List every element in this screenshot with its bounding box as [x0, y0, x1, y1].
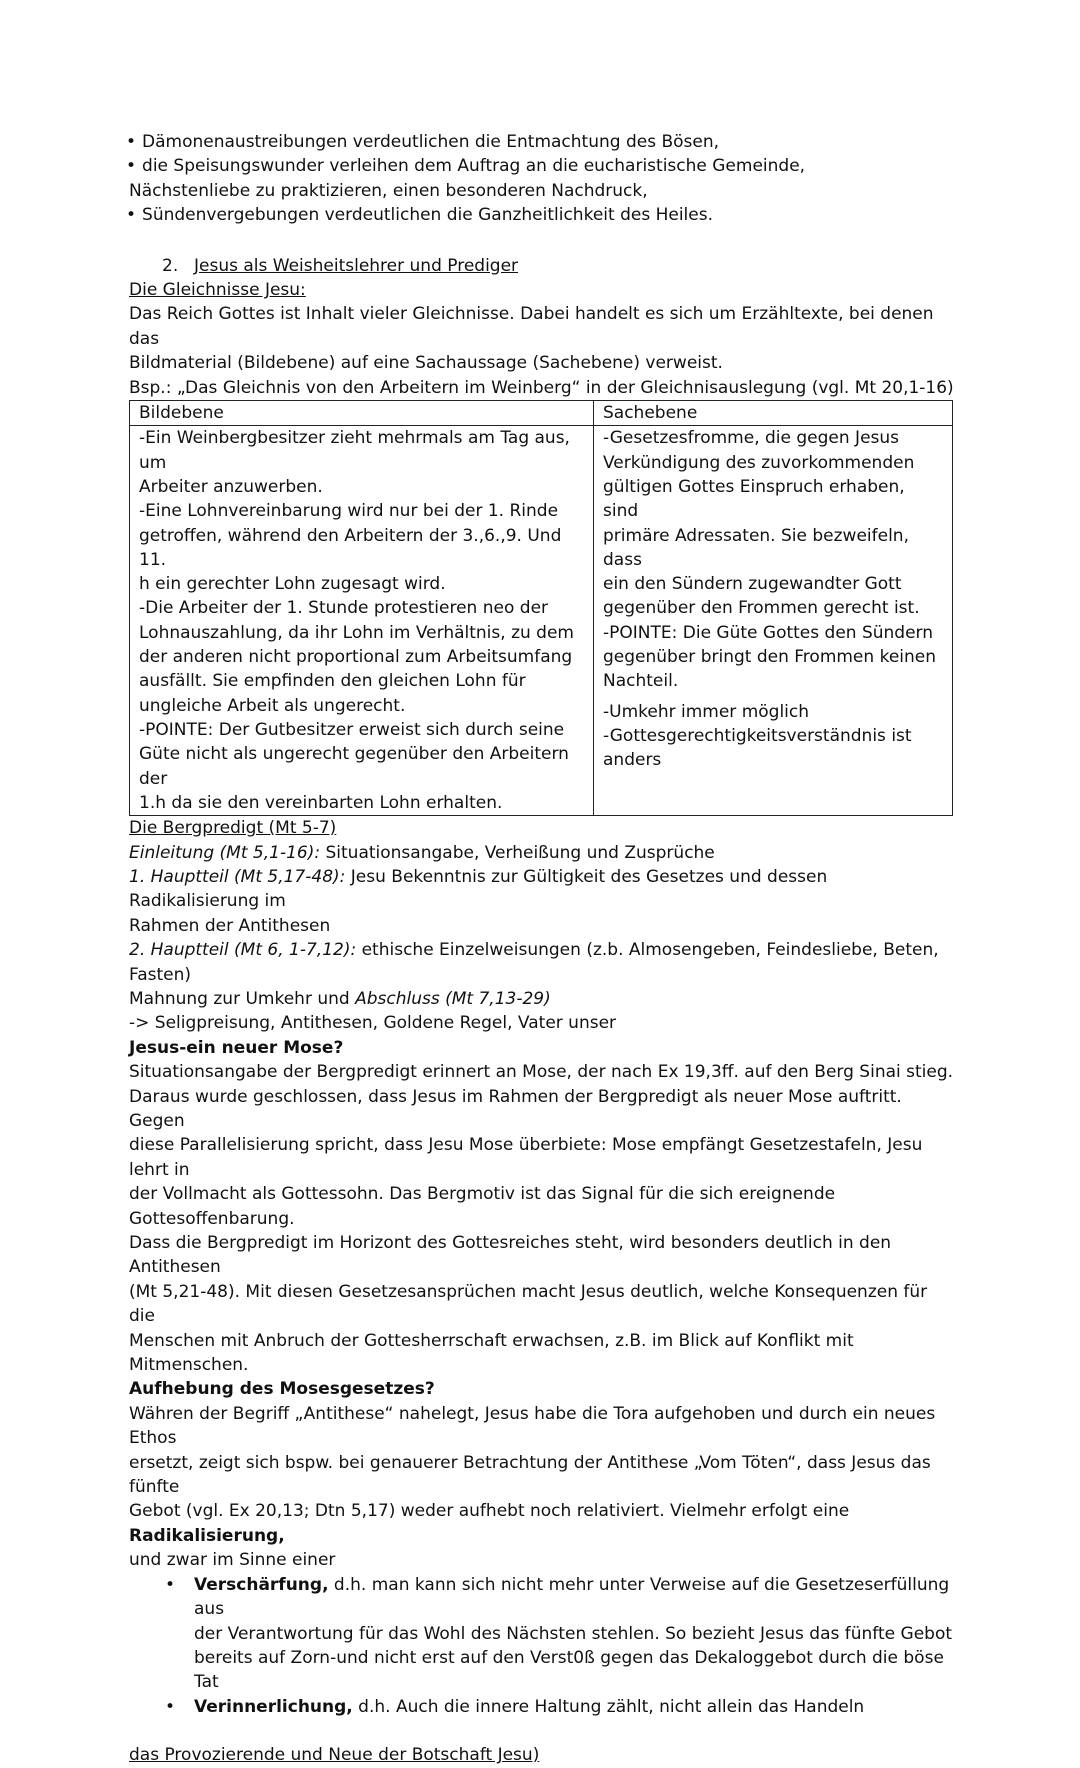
subheading-neuer-mose: Jesus-ein neuer Mose? [129, 1037, 344, 1058]
cell-line: der anderen nicht proportional zum Arbeitsumfang [139, 647, 573, 668]
section-number: 2. [162, 255, 179, 276]
bold-term: Radikalisierung, [129, 1525, 285, 1546]
list-item [129, 1573, 955, 1695]
cell-line: gültigen Gottes Einspruch erhaben, sind [603, 476, 905, 522]
cell-line: -Eine Lohnvereinbarung wird nur bei der 1. Rinde [139, 501, 559, 522]
cell-line: Verkündigung des zuvorkommenden [603, 452, 915, 473]
subheading-aufhebung: Aufhebung des Mosesgesetzes? [129, 1379, 435, 1400]
paragraph-line: Rahmen der Antithesen [129, 915, 331, 936]
line-text: bereits auf Zorn-und nicht erst auf den Verst0ß gegen das Dekaloggebot durch die böse Tat [194, 1647, 944, 1693]
document-page [129, 130, 955, 1768]
paragraph-line: (Mt 5,21-48). Mit diesen Gesetzesansprüchen macht Jesus deutlich, welche Konsequenzen für die [129, 1281, 928, 1327]
cell-line: primäre Adressaten. Sie bezweifeln, dass [603, 525, 909, 570]
subheading-bergpredigt: Die Bergpredigt (Mt 5-7) [129, 818, 337, 839]
cell-line: Arbeiter anzuwerben. [139, 476, 323, 497]
line-text: Mahnung zur Umkehr und [129, 988, 356, 1009]
cell-line: 1.h da sie den vereinbarten Lohn erhalten. [139, 792, 503, 813]
paragraph-line: -> Seligpreisung, Antithesen, Goldene Regel, Vater unser [129, 1013, 617, 1034]
line-text: Situationsangabe, Verheißung und Zusprüche [320, 842, 715, 863]
paragraph-line: und zwar im Sinne einer [129, 1550, 336, 1571]
italic-label: Abschluss (Mt 7,13-29) [355, 988, 551, 1009]
table-cell-bildebene [130, 426, 594, 816]
cell-line: ungleiche Arbeit als ungerecht. [139, 695, 406, 716]
table-row [130, 426, 953, 816]
bullet-list [129, 1573, 955, 1719]
paragraph-line: der Vollmacht als Gottessohn. Das Bergmotiv ist das Signal für die sich ereignende [129, 1184, 836, 1205]
line-text: der Verantwortung für das Wohl des Nächsten stehlen. So bezieht Jesus das fünfte Gebot [194, 1623, 953, 1644]
table-header-bildebene: Bildebene [130, 401, 594, 426]
line-text: Jesu Bekenntnis zur Gültigkeit des Gesetzes und dessen Radikalisierung im [129, 866, 828, 912]
cell-line: -POINTE: Die Güte Gottes den Sündern [603, 622, 934, 643]
italic-label: 2. Hauptteil (Mt 6, 1-7,12): [129, 940, 357, 961]
subheading-gleichnisse: Die Gleichnisse Jesu: [129, 280, 306, 301]
paragraph-line: Daraus wurde geschlossen, dass Jesus im Rahmen der Bergpredigt als neuer Mose auftritt. Gegen [129, 1086, 902, 1131]
paragraph-line: Gottesoffenbarung. [129, 1208, 295, 1229]
cell-line: -Die Arbeiter der 1. Stunde protestieren neo der [139, 598, 549, 619]
cell-line: Lohnauszahlung, da ihr Lohn im Verhältnis, zu dem [139, 622, 574, 643]
bold-term: Verschärfung, [194, 1574, 329, 1595]
list-item [129, 1695, 955, 1719]
cell-line: anders [603, 750, 662, 771]
cell-line: -Gottesgerechtigkeitsverständnis ist [603, 725, 912, 746]
paragraph-line: Währen der Begriff „Antithese“ nahelegt, Jesus habe die Tora aufgehoben und durch ein neues Ethos [129, 1403, 936, 1449]
paragraph-line: Menschen mit Anbruch der Gottesherrschaft erwachsen, z.B. im Blick auf Konflikt mit Mitmenschen. [129, 1330, 854, 1376]
cell-line: Güte nicht als ungerecht gegenüber den Arbeitern der [139, 744, 569, 789]
cell-line: Nachteil. [603, 671, 679, 692]
bold-term: Verinnerlichung, [194, 1696, 353, 1717]
bullet-item: • Sündenvergebungen verdeutlichen die Ganzheitlichkeit des Heiles. [126, 203, 955, 227]
paragraph-line: Situationsangabe der Bergpredigt erinnert an Mose, der nach Ex 19,3ff. auf den Berg Sinai stieg. [129, 1062, 954, 1083]
bullet-item: • die Speisungswunder verleihen dem Auftrag an die eucharistische Gemeinde, [126, 154, 955, 178]
paragraph-line: Fasten) [129, 964, 192, 985]
closing-line: das Provozierende und Neue der Botschaft Jesu) [129, 1745, 540, 1766]
parable-table [129, 400, 953, 816]
line-text: d.h. Auch die innere Haltung zählt, nicht allein das Handeln [352, 1696, 865, 1717]
line-text: Gebot (vgl. Ex 20,13; Dtn 5,17) weder aufhebt noch relativiert. Vielmehr erfolgt eine [129, 1501, 850, 1522]
cell-line: gegenüber bringt den Frommen keinen [603, 647, 937, 668]
section-title: Jesus als Weisheitslehrer und Prediger [194, 255, 519, 276]
cell-line: getroffen, während den Arbeitern der 3.,6.,9. Und 11. [139, 525, 562, 570]
paragraph-line [129, 841, 955, 865]
cell-line: -Umkehr immer möglich [603, 701, 810, 722]
paragraph-line [129, 865, 955, 914]
paragraph-line: diese Parallelisierung spricht, dass Jesu Mose überbiete: Mose empfängt Gesetzestafeln, Jesu lehrt in [129, 1135, 923, 1180]
italic-label: 1. Hauptteil (Mt 5,17-48): [129, 866, 346, 887]
table-header-sachebene: Sachebene [594, 401, 953, 426]
cell-line: ein den Sündern zugewandter Gott [603, 574, 902, 595]
spacer [129, 1719, 955, 1743]
bullet-icon: • [165, 1574, 176, 1595]
cell-line: h ein gerechter Lohn zugesagt wird. [139, 574, 446, 595]
paragraph-line: Bildmaterial (Bildebene) auf eine Sachaussage (Sachebene) verweist. [129, 353, 723, 374]
paragraph-line: Das Reich Gottes ist Inhalt vieler Gleichnisse. Dabei handelt es sich um Erzähltexte, bei denen das [129, 304, 934, 349]
paragraph-line: Dass die Bergpredigt im Horizont des Gottesreiches steht, wird besonders deutlich in den Antithesen [129, 1233, 892, 1278]
cell-line: -POINTE: Der Gutbesitzer erweist sich durch seine [139, 719, 565, 740]
paragraph-line [129, 938, 955, 962]
paragraph-line [129, 987, 955, 1011]
italic-label: Einleitung (Mt 5,1-16): [129, 842, 321, 863]
bullet-item: • Dämonenaustreibungen verdeutlichen die Entmachtung des Bösen, [126, 130, 955, 154]
section-heading [129, 254, 955, 278]
line-text: d.h. man kann sich nicht mehr unter Verweise auf die Gesetzeserfüllung aus [194, 1574, 950, 1620]
line-text: ethische Einzelweisungen (z.b. Almosengeben, Feindesliebe, Beten, [356, 940, 939, 961]
paragraph-line: Nächstenliebe zu praktizieren, einen besonderen Nachdruck, [129, 180, 648, 201]
paragraph-line [129, 1499, 955, 1548]
bullet-icon: • [165, 1696, 176, 1717]
paragraph-line: ersetzt, zeigt sich bspw. bei genauerer Betrachtung der Antithese „Vom Töten“, dass Jesus das fünfte [129, 1452, 931, 1498]
cell-line: -Gesetzesfromme, die gegen Jesus [603, 428, 900, 449]
cell-line: -Ein Weinbergbesitzer zieht mehrmals am Tag aus, um [139, 428, 570, 473]
table-cell-sachebene [594, 426, 953, 816]
example-line: Bsp.: „Das Gleichnis von den Arbeitern im Weinberg“ in der Gleichnisauslegung (vgl. Mt 20,1-16) [129, 377, 954, 398]
cell-line: ausfällt. Sie empfinden den gleichen Lohn für [139, 671, 526, 692]
table-header-row [130, 401, 953, 426]
cell-line: gegenüber den Frommen gerecht ist. [603, 598, 920, 619]
